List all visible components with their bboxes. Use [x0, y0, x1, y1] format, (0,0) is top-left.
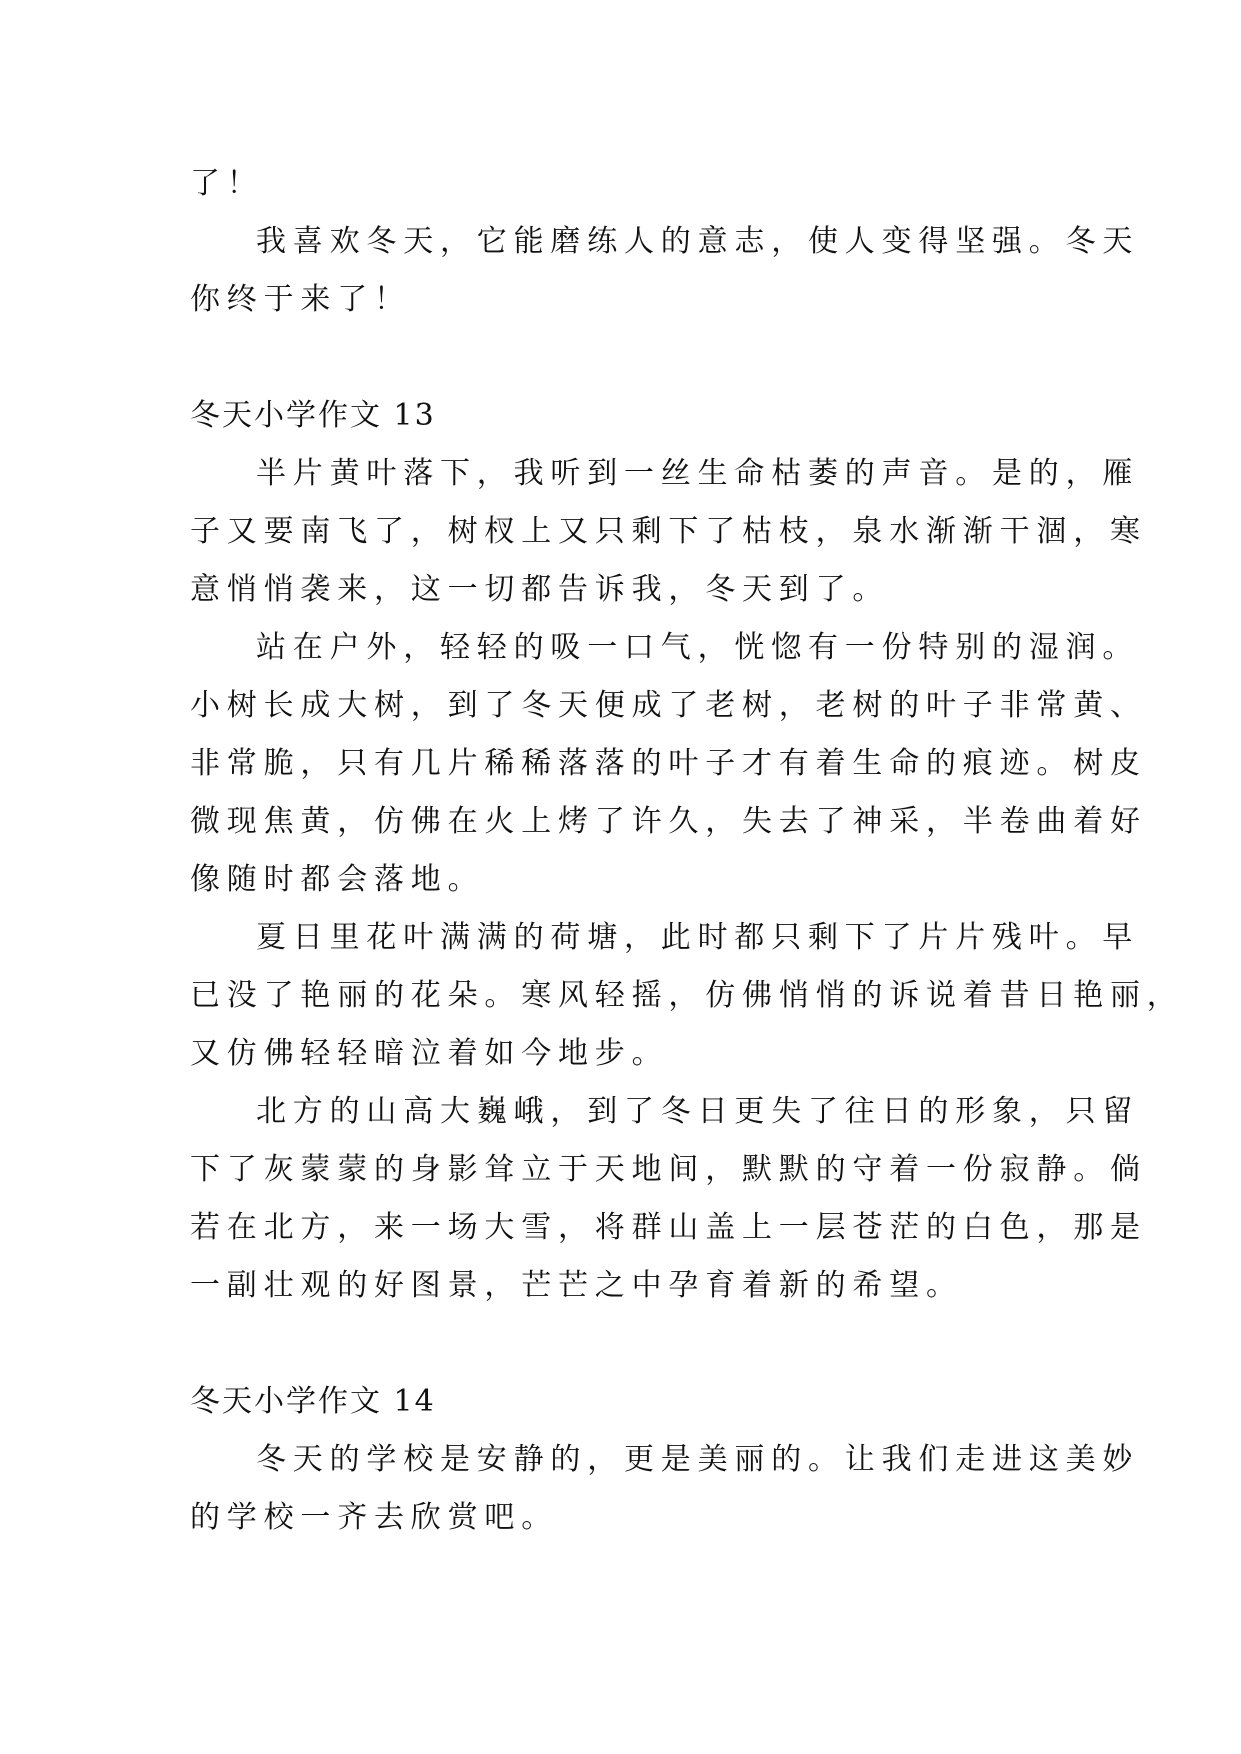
section-gap [190, 1315, 1052, 1373]
text-line: 意悄悄袭来，这一切都告诉我，冬天到了。 [190, 572, 890, 607]
section-gap [190, 329, 1052, 387]
text-line: 你终于来了！ [190, 282, 411, 317]
paragraph-first-line: 我喜欢冬天，它能磨练人的意志，使人变得坚强。冬天 [256, 224, 1140, 259]
text-line: 的学校一齐去欣赏吧。 [190, 1500, 558, 1535]
text-line: 了！ [190, 166, 264, 201]
text-line: 微现焦黄，仿佛在火上烤了许久，失去了神采，半卷曲着好 [190, 804, 1147, 839]
paragraph-first-line: 站在户外，轻轻的吸一口气，恍惚有一份特别的湿润。 [256, 630, 1140, 665]
text-line: 下了灰蒙蒙的身影耸立于天地间，默默的守着一份寂静。倘 [190, 1152, 1147, 1187]
document-body [190, 155, 1184, 1547]
text-line: 子又要南飞了，树杈上又只剩下了枯枝，泉水渐渐干涸，寒 [190, 514, 1147, 549]
text-line: 非常脆，只有几片稀稀落落的叶子才有着生命的痕迹。树皮 [190, 746, 1147, 781]
paragraph-first-line: 半片黄叶落下，我听到一丝生命枯萎的声音。是的，雁 [256, 456, 1140, 491]
text-line: 若在北方，来一场大雪，将群山盖上一层苍茫的白色，那是 [190, 1210, 1147, 1245]
section-heading: 冬天小学作文 13 [190, 398, 436, 433]
text-line: 小树长成大树，到了冬天便成了老树，老树的叶子非常黄、 [190, 688, 1147, 723]
text-line: 已没了艳丽的花朵。寒风轻摇，仿佛悄悄的诉说着昔日艳丽， [190, 978, 1184, 1013]
section-heading: 冬天小学作文 14 [190, 1384, 436, 1419]
text-line: 一副壮观的好图景，芒芒之中孕育着新的希望。 [190, 1268, 963, 1303]
paragraph-first-line: 北方的山高大巍峨，到了冬日更失了往日的形象，只留 [256, 1094, 1140, 1129]
text-line: 又仿佛轻轻暗泣着如今地步。 [190, 1036, 669, 1071]
text-line: 像随时都会落地。 [190, 862, 485, 897]
paragraph-first-line: 冬天的学校是安静的，更是美丽的。让我们走进这美妙 [256, 1442, 1140, 1477]
paragraph-first-line: 夏日里花叶满满的荷塘，此时都只剩下了片片残叶。早 [256, 920, 1140, 955]
